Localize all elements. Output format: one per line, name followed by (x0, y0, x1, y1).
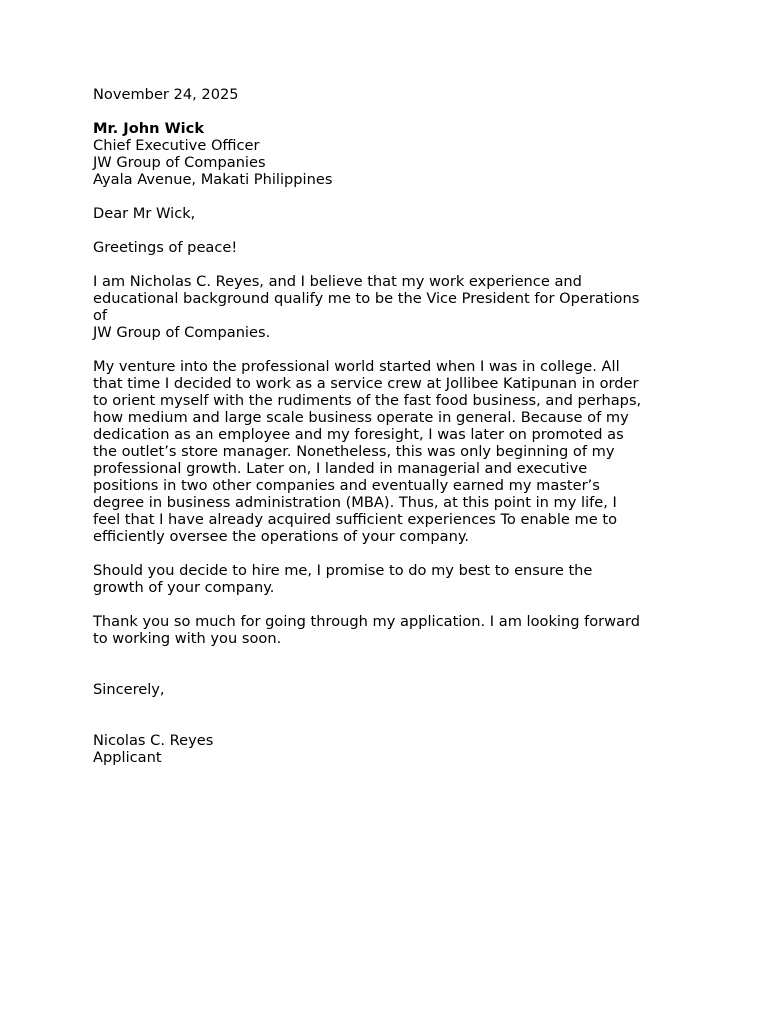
spacer (93, 222, 693, 239)
recipient-name: Mr. John Wick (93, 120, 205, 137)
paragraph-line: I am Nicholas C. Reyes, and I believe that my work experience and (93, 273, 582, 290)
spacer (93, 188, 693, 205)
paragraph-line: dedication as an employee and my foresight, I was later on promoted as (93, 426, 624, 443)
paragraph-line: Thank you so much for going through my application. I am looking forward (93, 613, 641, 630)
paragraph-line: feel that I have already acquired sufficient experiences To enable me to (93, 511, 618, 528)
spacer (93, 256, 693, 273)
paragraph-line: to orient myself with the rudiments of the fast food business, and perhaps, (93, 392, 642, 409)
spacer (93, 341, 693, 358)
paragraph-line: My venture into the professional world started when I was in college. All (93, 358, 620, 375)
recipient-company: JW Group of Companies (93, 154, 266, 171)
recipient-block (93, 120, 693, 188)
spacer (93, 545, 693, 562)
paragraph-line: efficiently oversee the operations of your company. (93, 528, 470, 545)
paragraph-line: the outlet’s store manager. Nonetheless, this was only beginning of my (93, 443, 615, 460)
paragraph-line: Should you decide to hire me, I promise to do my best to ensure the (93, 562, 593, 579)
paragraph-intro (93, 273, 693, 341)
paragraph-line: growth of your company. (93, 579, 275, 596)
paragraph-line: how medium and large scale business operate in general. Because of my (93, 409, 629, 426)
salutation: Dear Mr Wick, (93, 205, 196, 222)
letter-date: November 24, 2025 (93, 86, 239, 103)
paragraph-line: positions in two other companies and eventually earned my master’s (93, 477, 600, 494)
paragraph-thanks (93, 613, 693, 647)
spacer (93, 698, 693, 732)
paragraph-line: of (93, 307, 108, 324)
spacer (93, 647, 693, 681)
paragraph-line: degree in business administration (MBA). Thus, at this point in my life, I (93, 494, 617, 511)
letter-body (93, 86, 693, 766)
signature-name: Nicolas C. Reyes (93, 732, 214, 749)
paragraph-experience (93, 358, 693, 545)
paragraph-line: JW Group of Companies. (93, 324, 271, 341)
closing: Sincerely, (93, 681, 165, 698)
paragraph-line: that time I decided to work as a service crew at Jollibee Katipunan in order (93, 375, 639, 392)
recipient-address: Ayala Avenue, Makati Philippines (93, 171, 333, 188)
signature-block (93, 732, 693, 766)
paragraph-line: educational background qualify me to be the Vice President for Operations (93, 290, 640, 307)
paragraph-line: professional growth. Later on, I landed in managerial and executive (93, 460, 588, 477)
paragraph-line: to working with you soon. (93, 630, 282, 647)
signature-role: Applicant (93, 749, 162, 766)
recipient-title: Chief Executive Officer (93, 137, 260, 154)
spacer (93, 103, 693, 120)
spacer (93, 596, 693, 613)
greeting: Greetings of peace! (93, 239, 238, 256)
paragraph-promise (93, 562, 693, 596)
